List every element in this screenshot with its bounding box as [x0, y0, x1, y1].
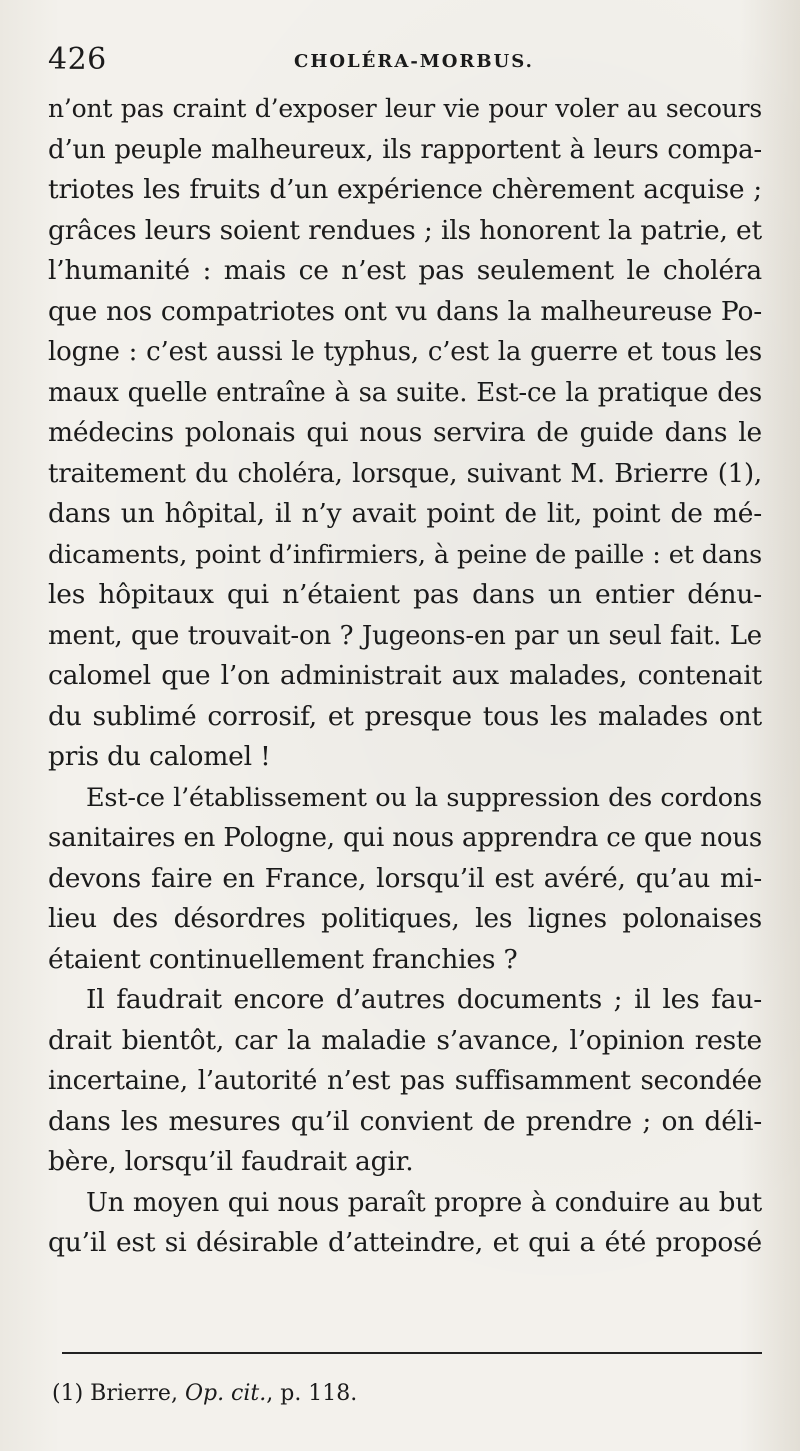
- page-number: 426: [48, 42, 107, 77]
- text-line: drait bientôt, car la maladie s’avance, l’opinion reste: [48, 1024, 762, 1056]
- text-line: Il faudrait encore d’autres documents ; il les fau-: [86, 984, 762, 1015]
- text-line: incertaine, l’autorité n’est pas suffisamment secondée: [48, 1066, 762, 1096]
- text-line: sanitaires en Pologne, qui nous apprendra ce que nous: [48, 823, 762, 853]
- text-line: devons faire en France, lorsqu’il est avéré, qu’au mi-: [48, 862, 762, 894]
- page-header: [48, 42, 760, 82]
- text-line: d’un peuple malheureux, ils rapportent à leurs compa-: [48, 134, 762, 165]
- text-line: calomel que l’on administrait aux malades, contenait: [48, 660, 762, 691]
- text-line: dicaments, point d’infirmiers, à peine de paille : et dans: [48, 539, 762, 570]
- footnote-page-ref: , p. 118.: [266, 1381, 358, 1406]
- text-line: dans les mesures qu’il convient de prendre ; on déli-: [48, 1105, 762, 1137]
- footnote-rule: [62, 1352, 762, 1354]
- text-line: qu’il est si désirable d’atteindre, et qui a été proposé: [48, 1227, 762, 1258]
- text-line: que nos compatriotes ont vu dans la malheureuse Po-: [48, 295, 762, 327]
- text-line: Un moyen qui nous paraît propre à conduire au but: [86, 1187, 762, 1218]
- text-line: maux quelle entraîne à sa suite. Est-ce la pratique des: [48, 377, 762, 408]
- text-line: pris du calomel !: [48, 741, 271, 772]
- text-line: triotes les fruits d’un expérience chèrement acquise ;: [48, 174, 762, 205]
- text-line: ment, que trouvait-on ? Jugeons-en par un seul fait. Le: [48, 620, 762, 651]
- text-line: dans un hôpital, il n’y avait point de lit, point de mé-: [48, 498, 762, 529]
- running-title: CHOLÉRA-MORBUS.: [294, 51, 534, 72]
- text-line: du sublimé corrosif, et presque tous les malades ont: [48, 700, 762, 732]
- text-line: bère, lorsqu’il faudrait agir.: [48, 1146, 414, 1177]
- footnote: [52, 1381, 357, 1407]
- text-line: médecins polonais qui nous servira de guide dans le: [48, 417, 762, 448]
- text-line: n’ont pas craint d’exposer leur vie pour voler au secours: [48, 94, 762, 123]
- text-line: grâces leurs soient rendues ; ils honorent la patrie, et: [48, 214, 762, 246]
- body-text: [48, 89, 762, 1264]
- paragraph-1: [48, 89, 762, 778]
- footnote-marker: (1) Brierre,: [52, 1381, 178, 1406]
- text-line: traitement du choléra, lorsque, suivant M. Brierre (1),: [48, 458, 762, 489]
- text-line: lieu des désordres politiques, les lignes polonaises: [48, 903, 762, 934]
- text-line: l’humanité : mais ce n’est pas seulement le choléra: [48, 255, 762, 286]
- paragraph-4: [48, 1183, 762, 1264]
- text-line: les hôpitaux qui n’étaient pas dans un entier dénu-: [48, 579, 762, 610]
- text-line: étaient continuellement franchies ?: [48, 943, 518, 975]
- text-line: Est-ce l’établissement ou la suppression des cordons: [86, 782, 762, 813]
- paragraph-3: [48, 980, 762, 1183]
- footnote-source: Op. cit.: [184, 1381, 267, 1406]
- paragraph-2: [48, 778, 762, 981]
- text-line: logne : c’est aussi le typhus, c’est la guerre et tous les: [48, 337, 762, 367]
